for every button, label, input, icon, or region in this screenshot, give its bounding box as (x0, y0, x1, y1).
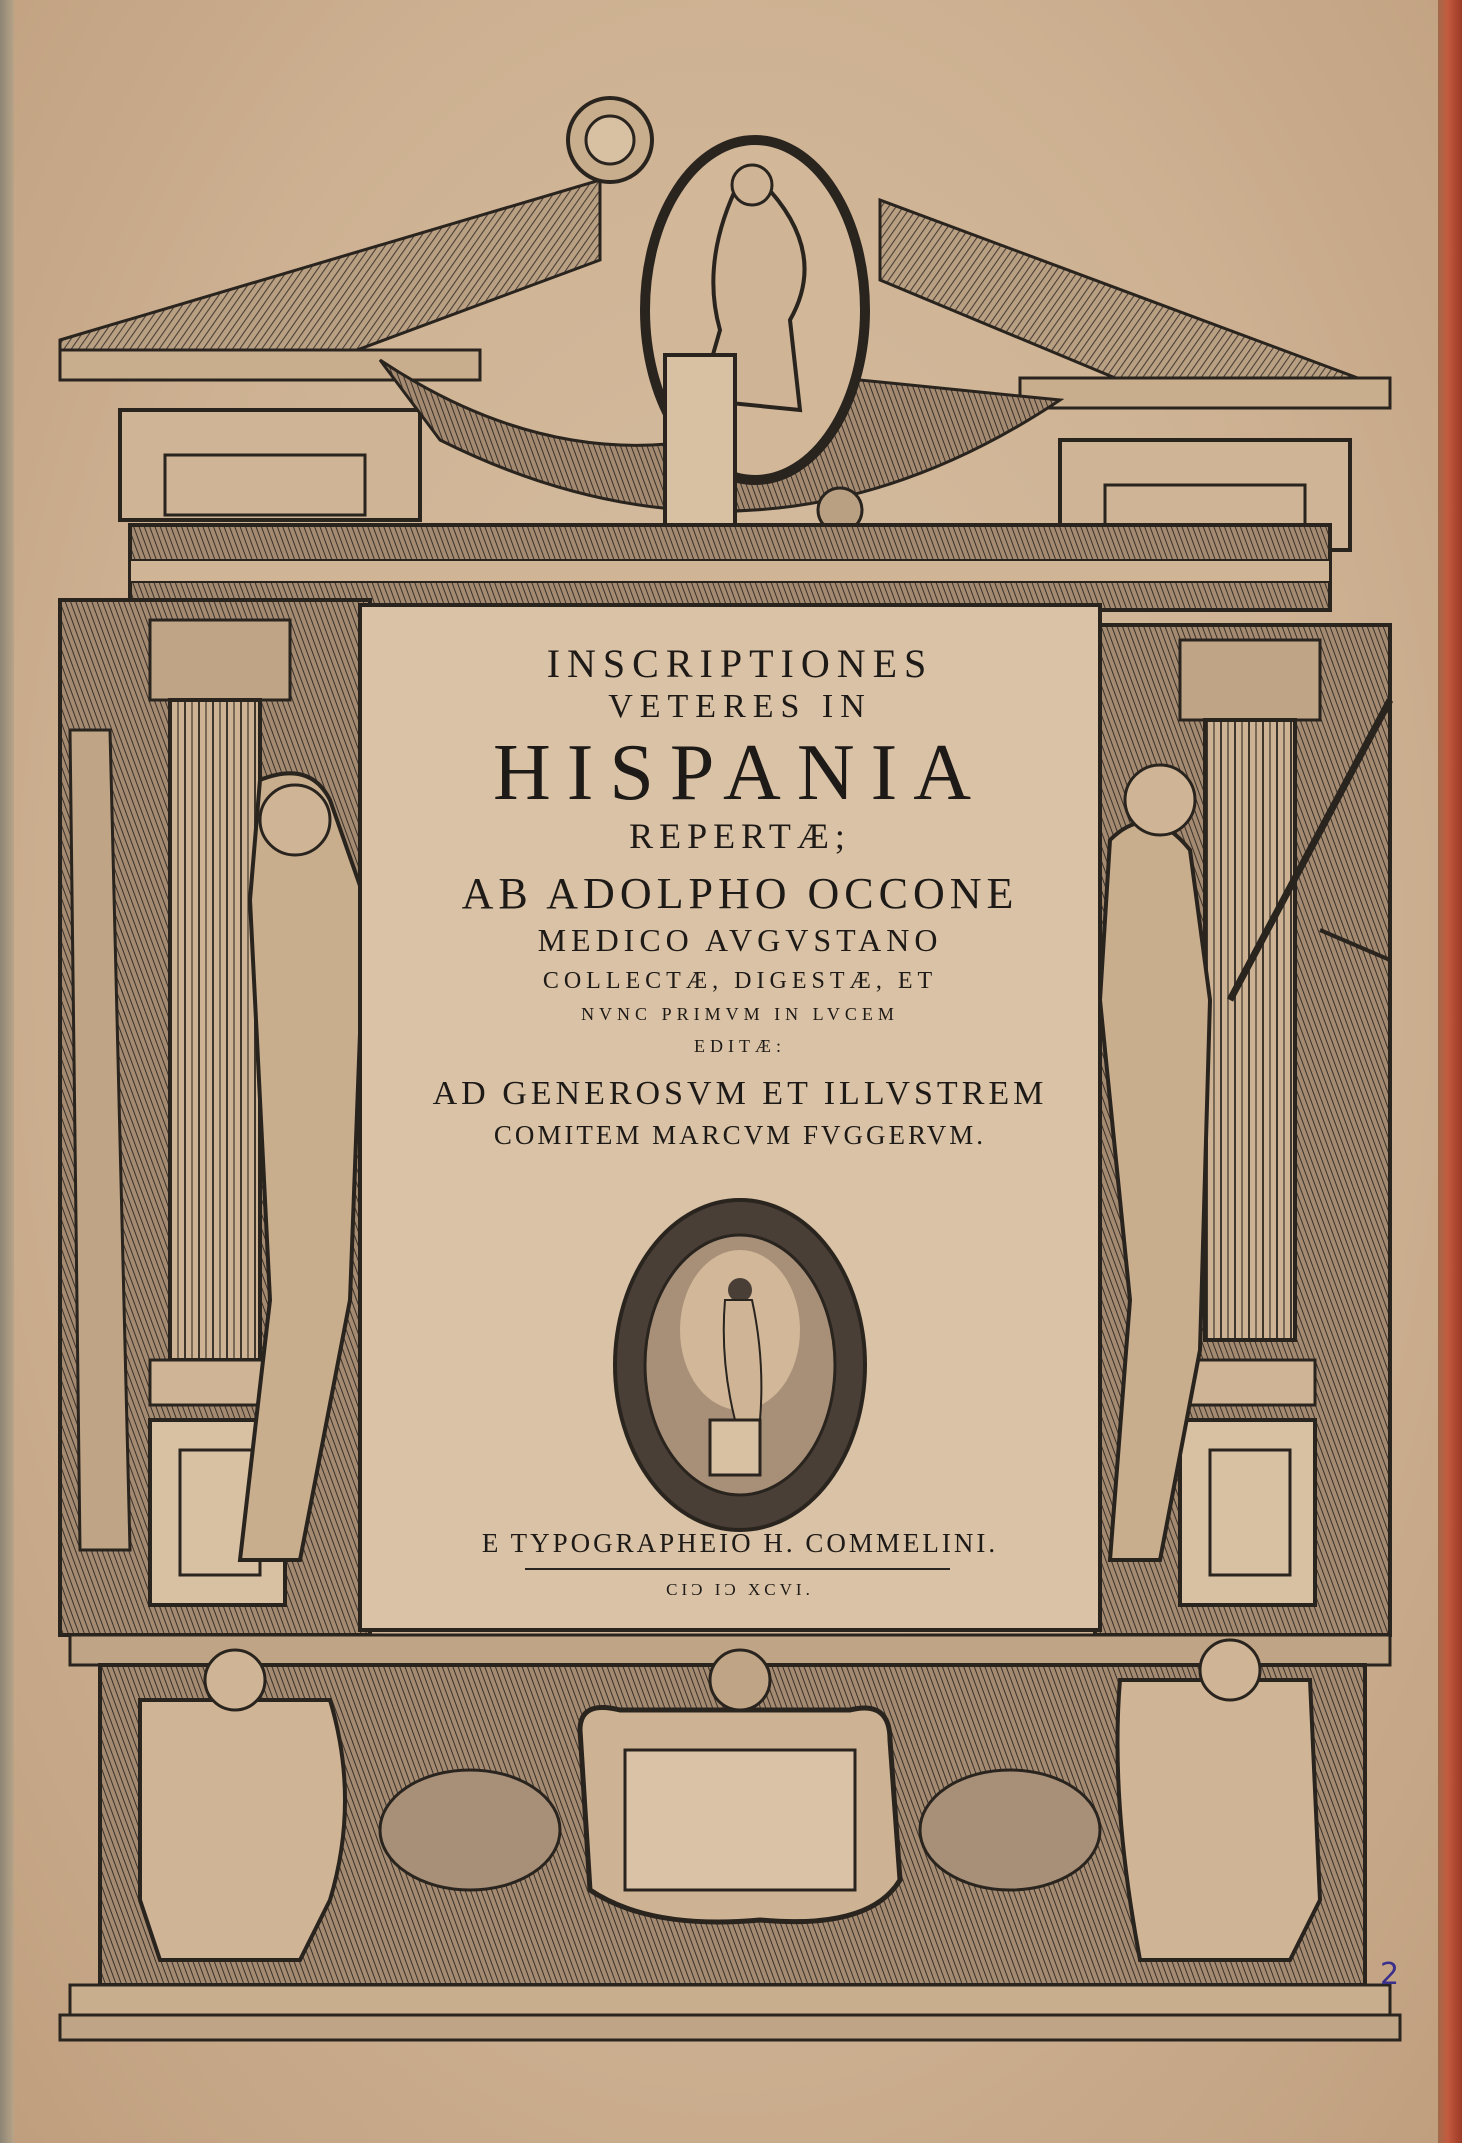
title-line-3: HISPANIA (492, 729, 987, 817)
dedication-line-1: AD GENEROSVM ET ILLVSTREM (432, 1075, 1048, 1112)
description-line-2: NVNC PRIMVM IN LVCEM (581, 1004, 899, 1024)
imprint-rule (525, 1568, 950, 1570)
imprint-date: CIƆ IƆ XCVI. (666, 1580, 814, 1599)
left-column (60, 600, 370, 1635)
description-line-3: EDITÆ: (694, 1036, 786, 1056)
dedication-line-2: COMITEM MARCVM FVGGERVM. (493, 1120, 987, 1150)
title-line-1: INSCRIPTIONES (546, 641, 934, 686)
ornamental-base (60, 1635, 1400, 2040)
author-line: AB ADOLPHO OCCONE (461, 869, 1019, 918)
title-line-4: REPERTÆ; (629, 816, 851, 856)
description-line-1: COLLECTÆ, DIGESTÆ, ET (542, 968, 938, 994)
imprint-line: E TYPOGRAPHEIO H. COMMELINI. (481, 1528, 999, 1558)
pencil-page-mark: 2 (1380, 1957, 1400, 1992)
author-description: MEDICO AVGVSTANO (537, 922, 943, 958)
title-text-block (380, 610, 1100, 1620)
title-line-2: VETERES IN (608, 688, 872, 725)
right-column (1095, 625, 1390, 1635)
